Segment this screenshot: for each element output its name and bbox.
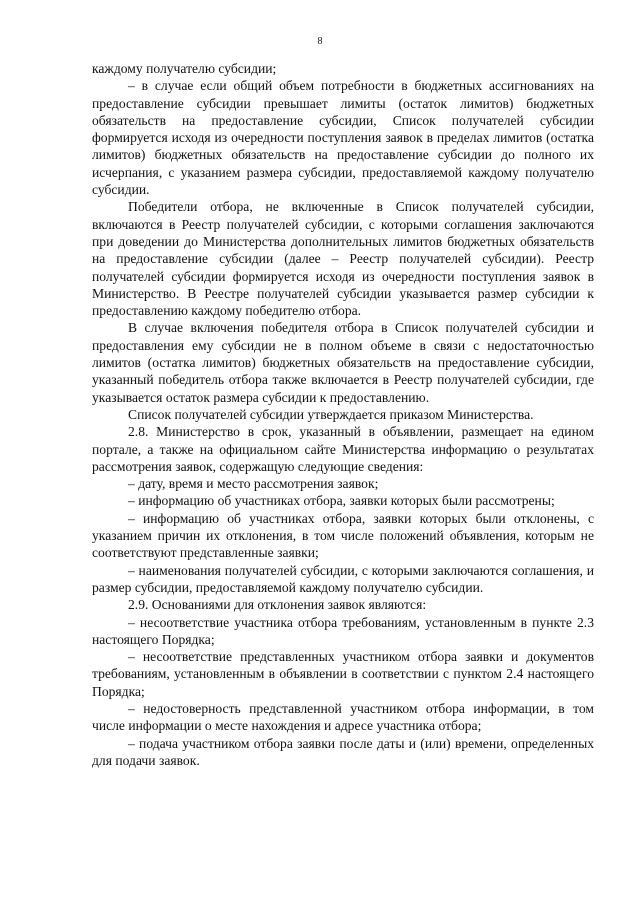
- paragraph: – в случае если общий объем потребности в бюджетных ассигнованиях на предоставление субсидии превышает лимиты (остаток лимитов) бюджетных обязательств на предоставление субсидии, Список получателей субсидии формируется исходя из очередности поступления заявок в пределах лимитов (остатка лимитов) бюджетных обязательств на предоставление субсидии до полного их исчерпания, с указанием размера субсидии, предоставляемой каждому получателю субсидии.: [92, 78, 594, 198]
- paragraph: – недостоверность представленной участником отбора информации, в том числе информации о месте нахождения и адресе участника отбора;: [92, 700, 594, 734]
- paragraph: – информацию об участниках отбора, заявки которых были рассмотрены;: [128, 493, 555, 509]
- paragraph: Список получателей субсидии утверждается приказом Министерства.: [128, 406, 534, 422]
- paragraph: – несоответствие представленных участником отбора заявки и документов требованиям, установленным в объявлении в соответствии с пунктом 2.4 настоящего Порядка;: [92, 649, 594, 699]
- paragraph: – несоответствие участника отбора требованиям, установленным в пункте 2.3 настоящего Порядка;: [92, 614, 594, 647]
- paragraph: В случае включения победителя отбора в Список получателей субсидии и предоставления ему субсидии не в полном объеме в связи с недостаточностью лимитов (остатка лимитов) бюджетных обязательств на предоставление субсидии, указанный победитель отбора также включается в Реестр получателей субсидии, где указывается остаток размера субсидии к предоставлению.: [92, 320, 594, 405]
- paragraph: – наименования получателей субсидии, с которыми заключаются соглашения, и размер субсидии, предоставляемой каждому получателю субсидии.: [92, 562, 594, 595]
- paragraph: 2.9. Основаниями для отклонения заявок являются:: [128, 597, 427, 613]
- paragraph: 2.8. Министерство в срок, указанный в объявлении, размещает на едином портале, а также на официальном сайте Министерства информацию о результатах рассмотрения заявок, содержащую следующие сведения:: [92, 424, 594, 474]
- page-body: [92, 60, 594, 769]
- paragraph: – информацию об участниках отбора, заявки которых были отклонены, с указанием причин их отклонения, в том числе положений объявления, которым не соответствуют представленные заявки;: [92, 510, 594, 561]
- paragraph: – подача участником отбора заявки после даты и (или) времени, определенных для подачи заявок.: [92, 735, 594, 768]
- paragraph: Победители отбора, не включенные в Список получателей субсидии, включаются в Реестр получателей субсидии, с которыми соглашения заключаются при доведении до Министерства дополнительных лимитов бюджетных обязательств на предоставление субсидии (далее – Реестр получателей субсидии). Реестр получателей субсидии формируется исходя из очередности поступления заявок в Министерство. В Реестре получателей субсидии указывается размер субсидии к предоставлению каждому победителю отбора.: [92, 199, 594, 319]
- paragraph: каждому получателю субсидии;: [92, 61, 277, 76]
- page-number: 8: [317, 36, 323, 47]
- paragraph: – дату, время и место рассмотрения заявок;: [128, 476, 379, 492]
